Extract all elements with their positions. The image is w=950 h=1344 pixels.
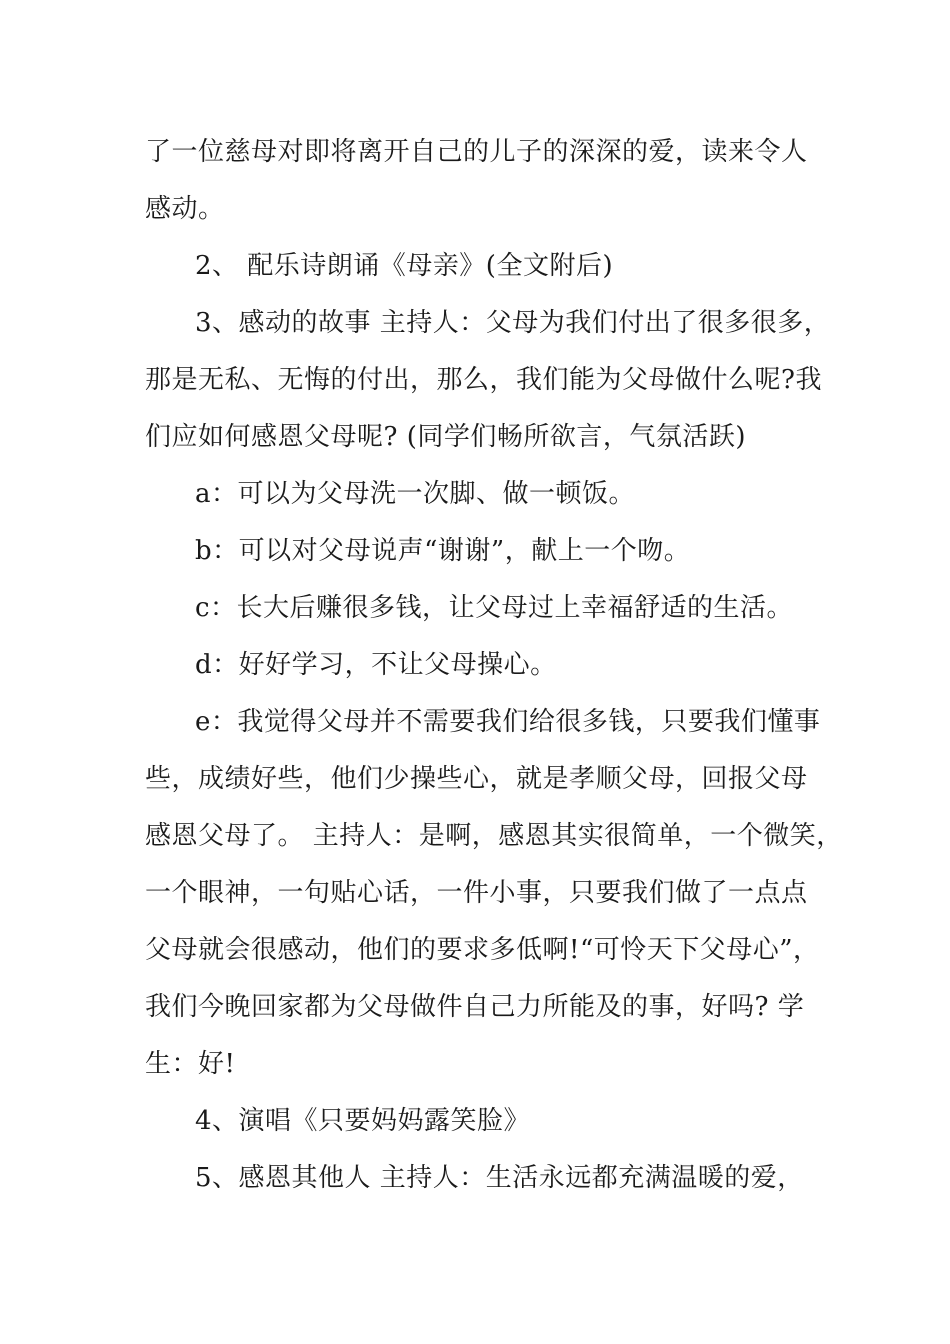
text-line: 2、 配乐诗朗诵《母亲》(全文附后) bbox=[195, 251, 614, 281]
text-line: 5、感恩其他人 主持人：生活永远都充满温暖的爱， bbox=[195, 1163, 804, 1193]
text-line: 了一位慈母对即将离开自己的儿子的深深的爱，读来令人 bbox=[145, 137, 808, 167]
text-line: e：我觉得父母并不需要我们给很多钱，只要我们懂事 bbox=[195, 707, 821, 737]
text-line: 感恩父母了。 主持人：是啊，感恩其实很简单，一个微笑， bbox=[145, 821, 843, 851]
text-line: 些，成绩好些，他们少操些心，就是孝顺父母，回报父母 bbox=[145, 764, 808, 794]
text-line: 4、演唱《只要妈妈露笑脸》 bbox=[195, 1106, 531, 1136]
text-line: 一个眼神，一句贴心话，一件小事，只要我们做了一点点 bbox=[145, 878, 808, 908]
text-line: d：好好学习，不让父母操心。 bbox=[195, 650, 557, 680]
text-line: a：可以为父母洗一次脚、做一顿饭。 bbox=[195, 479, 636, 509]
text-line: 我们今晚回家都为父母做件自己力所能及的事，好吗? 学 bbox=[145, 992, 805, 1022]
text-line: 们应如何感恩父母呢? (同学们畅所欲言，气氛活跃) bbox=[145, 422, 746, 452]
text-line: c：长大后赚很多钱，让父母过上幸福舒适的生活。 bbox=[195, 593, 794, 623]
text-line: 父母就会很感动，他们的要求多低啊!“可怜天下父母心”， bbox=[145, 935, 820, 965]
text-line: b：可以对父母说声“谢谢”，献上一个吻。 bbox=[195, 536, 691, 566]
text-line: 3、感动的故事 主持人：父母为我们付出了很多很多， bbox=[195, 308, 831, 338]
text-line: 生：好! bbox=[145, 1049, 236, 1079]
text-line: 感动。 bbox=[145, 194, 225, 224]
text-line: 那是无私、无悔的付出，那么，我们能为父母做什么呢?我 bbox=[145, 365, 822, 395]
